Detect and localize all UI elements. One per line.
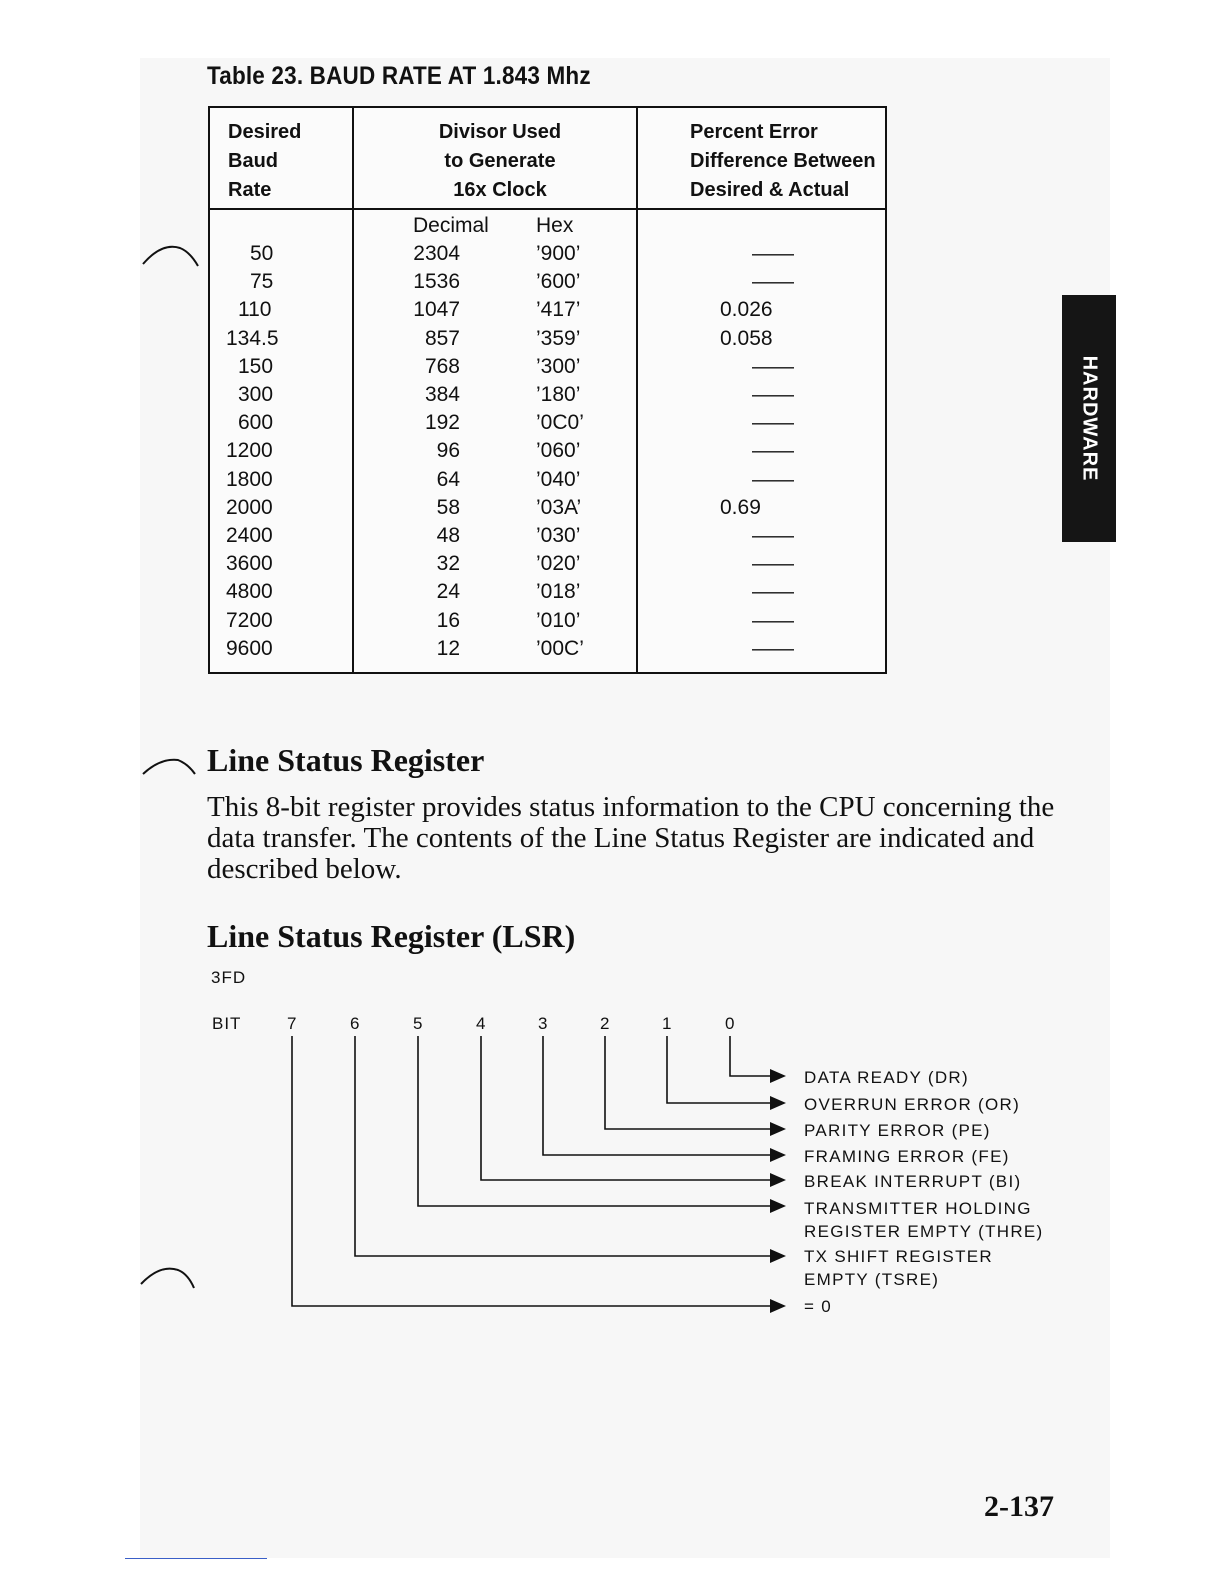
arrow-head — [770, 1069, 786, 1083]
divisor-decimal-cell: 857 — [424, 326, 460, 350]
section-heading: Line Status Register — [207, 742, 485, 778]
divisor-decimal-cell: 1536 — [413, 270, 460, 294]
table-caption: Table 23. BAUD RATE AT 1.843 Mhz — [207, 62, 591, 90]
bit-number: 2 — [600, 1014, 610, 1033]
percent-error-cell: —— — [752, 580, 794, 604]
arrow-head — [770, 1122, 786, 1136]
bit-number: 6 — [350, 1014, 360, 1033]
header-baud-rate: Desired Baud Rate — [228, 121, 302, 201]
baud-rate-cell: 150 — [238, 354, 274, 378]
bit-label: BIT — [212, 1014, 242, 1033]
lsr-field-label: BREAK INTERRUPT (BI) — [804, 1172, 1022, 1191]
arrow-head — [770, 1096, 786, 1110]
baud-rate-cell: 7200 — [226, 608, 273, 632]
divisor-decimal-cell: 1047 — [413, 298, 460, 322]
bit-number: 5 — [413, 1014, 423, 1033]
bit-connector-line — [605, 1036, 772, 1129]
bit-number: 0 — [725, 1014, 735, 1033]
divisor-hex-cell: ’600’ — [536, 270, 581, 294]
divisor-decimal-cell: 2304 — [413, 242, 460, 265]
divisor-hex-cell: ’180’ — [536, 383, 581, 406]
bottom-rule — [125, 1558, 267, 1559]
lsr-field-label: PARITY ERROR (PE) — [804, 1121, 991, 1140]
lsr-field-label: OVERRUN ERROR (OR) — [804, 1095, 1021, 1114]
divisor-hex-cell: ’020’ — [536, 552, 581, 576]
baud-rate-cell: 2000 — [226, 495, 273, 519]
divisor-decimal-cell: 16 — [436, 608, 460, 632]
baud-rate-cell: 75 — [250, 270, 274, 294]
arrow-head — [770, 1249, 786, 1263]
baud-rate-cell: 50 — [250, 242, 274, 265]
section-tab-label: HARDWARE — [1078, 355, 1101, 482]
bit-number: 7 — [287, 1014, 297, 1033]
divisor-hex-cell: ’359’ — [536, 326, 581, 350]
baud-rate-cell: 3600 — [226, 552, 273, 576]
lsr-heading: Line Status Register (LSR) — [207, 918, 576, 954]
lsr-field-label: = 0 — [804, 1297, 833, 1316]
arrow-head — [770, 1299, 786, 1313]
divisor-decimal-cell: 768 — [424, 354, 460, 378]
baud-rate-cell: 2400 — [226, 524, 273, 547]
arrow-head — [770, 1173, 786, 1187]
lsr-address: 3FD — [211, 968, 247, 987]
baud-rate-cell: 110 — [238, 298, 272, 322]
divisor-hex-cell: ’0C0’ — [536, 411, 584, 435]
percent-error-cell: 0.026 — [720, 298, 773, 322]
header-percent-error: Percent Error Difference Between Desired & Actual — [690, 121, 876, 201]
subheader-hex: Hex — [536, 214, 574, 237]
divisor-hex-cell: ’040’ — [536, 467, 581, 491]
bit-connector-line — [543, 1036, 772, 1155]
divisor-decimal-cell: 96 — [436, 439, 460, 463]
percent-error-cell: —— — [752, 242, 794, 265]
divisor-decimal-cell: 192 — [424, 411, 460, 435]
divisor-decimal-cell: 64 — [436, 467, 460, 491]
percent-error-cell: —— — [752, 552, 794, 576]
divisor-hex-cell: ’010’ — [536, 608, 581, 632]
divisor-decimal-cell: 24 — [436, 580, 460, 604]
bit-connector-line — [292, 1036, 772, 1306]
divisor-decimal-cell: 384 — [424, 383, 460, 406]
percent-error-cell: 0.058 — [720, 326, 773, 350]
divisor-decimal-cell: 58 — [436, 495, 460, 519]
arrow-head — [770, 1148, 786, 1162]
divisor-hex-cell: ’030’ — [536, 524, 581, 547]
baud-rate-cell: 1800 — [226, 467, 273, 491]
percent-error-cell: —— — [752, 411, 794, 435]
percent-error-cell: —— — [752, 354, 794, 378]
lsr-field-label: DATA READY (DR) — [804, 1068, 969, 1087]
bit-connector-line — [730, 1036, 772, 1076]
divisor-hex-cell: ’00C’ — [536, 636, 584, 660]
percent-error-cell: —— — [752, 636, 794, 660]
divisor-hex-cell: ’060’ — [536, 439, 581, 463]
divisor-decimal-cell: 48 — [436, 524, 460, 547]
bit-connector-line — [481, 1036, 772, 1180]
divisor-decimal-cell: 12 — [436, 636, 460, 660]
header-divisor: Divisor Used to Generate 16x Clock — [438, 121, 562, 201]
lsr-field-label: FRAMING ERROR (FE) — [804, 1147, 1010, 1166]
percent-error-cell: —— — [752, 383, 794, 406]
subheader-decimal: Decimal — [413, 214, 489, 237]
percent-error-cell: —— — [752, 439, 794, 463]
divisor-hex-cell: ’300’ — [536, 354, 581, 378]
percent-error-cell: —— — [752, 524, 794, 547]
lsr-field-label: TX SHIFT REGISTER EMPTY (TSRE) — [804, 1247, 993, 1289]
baud-rate-cell: 9600 — [226, 636, 273, 660]
baud-rate-cell: 134.5 — [226, 326, 279, 350]
bit-number: 1 — [662, 1014, 672, 1033]
divisor-hex-cell: ’417’ — [536, 298, 581, 322]
baud-rate-cell: 1200 — [226, 439, 273, 463]
divisor-decimal-cell: 32 — [436, 552, 460, 576]
bit-connector-line — [667, 1036, 772, 1103]
baud-rate-cell: 600 — [238, 411, 274, 435]
arrow-head — [770, 1199, 786, 1213]
percent-error-cell: 0.69 — [720, 495, 761, 519]
divisor-hex-cell: ’03A’ — [536, 495, 582, 519]
divisor-hex-cell: ’018’ — [536, 580, 581, 604]
baud-rate-cell: 300 — [238, 383, 274, 406]
section-body: This 8-bit register provides status information to the CPU concerning the data transfer. The contents of the Line Status Register are indicated and described below. — [207, 791, 1055, 885]
percent-error-cell: —— — [752, 467, 794, 491]
divisor-hex-cell: ’900’ — [536, 242, 581, 265]
page-number: 2-137 — [984, 1490, 1054, 1523]
bit-number: 3 — [538, 1014, 548, 1033]
bit-number: 4 — [476, 1014, 486, 1033]
baud-rate-cell: 4800 — [226, 580, 273, 604]
percent-error-cell: —— — [752, 608, 794, 632]
percent-error-cell: —— — [752, 270, 794, 294]
lsr-field-label: TRANSMITTER HOLDING REGISTER EMPTY (THRE) — [804, 1199, 1044, 1241]
